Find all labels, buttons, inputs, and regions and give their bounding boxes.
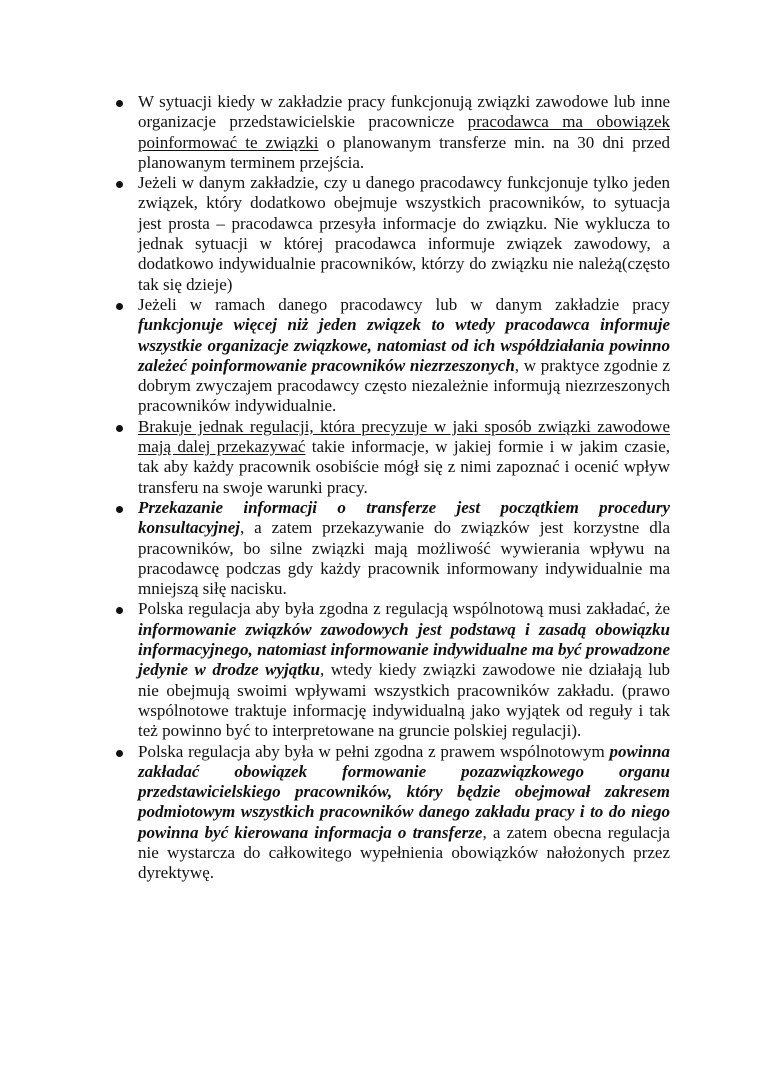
bullet-item-7: [116, 742, 670, 884]
bullet-text: Przekazanie informacji o transferze jest początkiem procedury konsultacyjnej, a zatem przekazywanie do związków jest korzystne dla pracowników, bo silne związki mają możliwość wywierania wpływu na pracodawcę podczas gdy każdy pracownik informowany indywidualnie ma mniejszą siłę nacisku.: [138, 497, 670, 599]
bullet-icon: [116, 303, 123, 310]
bullet-icon: [116, 607, 123, 614]
bullet-icon: [116, 100, 123, 107]
bullet-text: Jeżeli w danym zakładzie, czy u danego pracodawcy funkcjonuje tylko jeden związek, który dodatkowo obejmuje wszystkich pracowników, to sytuacja jest prosta – pracodawca przesyła informacje do związku. Nie wyklucza to jednak sytuacji w której pracodawca informuje związek zawodowy, a dodatkowo indywidualnie pracowników, którzy do związku nie należą(często tak się dzieje): [138, 173, 670, 294]
bullet-text: Polska regulacja aby była zgodna z regulacją wspólnotową musi zakładać, że informowanie związków zawodowych jest podstawą i zasadą obowiązku informacyjnego, natomiast informowanie indywidualne ma być prowadzone jedynie w drodze wyjątku, wtedy kiedy związki zawodowe nie działają lub nie obejmują swoimi wpływami wszystkich pracowników zakładu. (prawo wspólnotowe traktuje informację indywidualną jako wyjątek od reguły i tak też powinno być to interpretowane na gruncie polskiej regulacji).: [138, 599, 670, 741]
bullet-text: Polska regulacja aby była w pełni zgodna z prawem wspólnotowym powinna zakładać obowiązek formowanie pozazwiązkowego organu przedstawicielskiego pracowników, który będzie obejmował zakresem podmiotowym wszystkich pracowników danego zakładu pracy i to do niego powinna być kierowana informacja o transferze, a zatem obecna regulacja nie wystarcza do całkowitego wypełnienia obowiązków nałożonych przez dyrektywę.: [138, 741, 670, 883]
bullet-text: W sytuacji kiedy w zakładzie pracy funkcjonują związki zawodowe lub inne organizacje przedstawicielskie pracownicze pracodawca ma obowiązek poinformować te związki o planowanym transferze min. na 30 dni przed planowanym terminem przejścia.: [138, 92, 671, 172]
bullet-item-6: [116, 599, 670, 741]
bullet-item-1: [116, 92, 670, 173]
bullet-icon: [116, 425, 123, 432]
bullet-item-4: [116, 417, 670, 498]
bullet-icon: [116, 181, 123, 188]
bullet-text: Brakuje jednak regulacji, która precyzuje w jaki sposób związki zawodowe mają dalej przekazywać takie informacje, w jakiej formie i w jakim czasie, tak aby każdy pracownik osobiście mógł się z nimi zapoznać i ocenić wpływ transferu na swoje warunki pracy.: [138, 416, 670, 497]
bullet-text: Jeżeli w ramach danego pracodawcy lub w danym zakładzie pracy funkcjonuje więcej niż jeden związek to wtedy pracodawca informuje wszystkie organizacje związkowe, natomiast od ich współdziałania powinno zależeć poinformowanie pracowników niezrzeszonych, w praktyce zgodnie z dobrym zwyczajem pracodawcy często niezależnie informują niezrzeszonych pracowników indywidualnie.: [138, 294, 670, 416]
bullet-icon: [116, 750, 123, 757]
bullet-item-2: [116, 173, 670, 295]
bullet-item-3: [116, 295, 670, 417]
bullet-list: [116, 92, 670, 884]
bullet-icon: [116, 506, 123, 513]
bullet-item-5: [116, 498, 670, 599]
